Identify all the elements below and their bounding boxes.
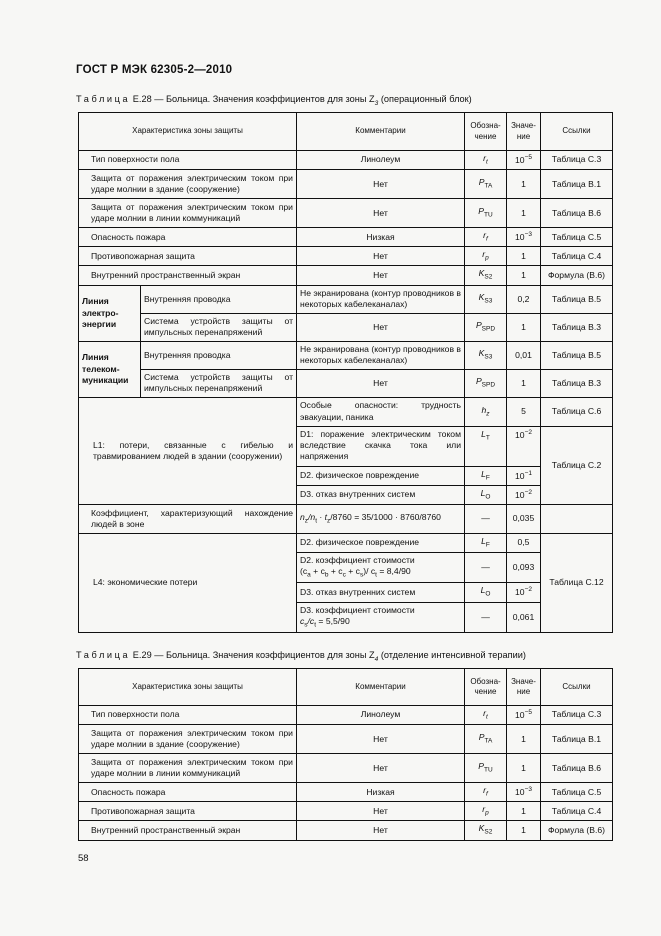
l1-characteristic: L1: потери, связанные с гибелью и травмированием людей в здании (сооружении) [79, 397, 297, 504]
col-header-comments: Комментарии [297, 113, 465, 151]
table1-caption-word: Таблица [76, 94, 131, 104]
row-characteristic: Противопожарная защита [79, 247, 297, 266]
row-characteristic: Коэффициент, характеризующий нахождение людей в зоне [79, 504, 297, 533]
row-characteristic: Защита от поражения электрическим током при ударе молнии в здание (сооружение) [79, 170, 297, 199]
row-comment: Не экранирована (контур проводников в некоторых кабелеканалах) [297, 285, 465, 313]
row-reference: Таблица С.4 [541, 802, 613, 821]
row-reference [541, 504, 613, 533]
table1-caption-sub: 3 [374, 99, 379, 107]
row-reference: Таблица С.5 [541, 783, 613, 802]
row-value: 0,035 [507, 504, 541, 533]
row-symbol: $h_z$ [465, 397, 507, 426]
col-header-characteristic: Характеристика зоны защиты [79, 113, 297, 151]
row-reference: Таблица В.6 [541, 199, 613, 228]
row-comment: D2. физическое повреждение [297, 466, 465, 485]
row-reference: Формула (В.6) [541, 266, 613, 285]
row-symbol: $K_{S2}$ [465, 821, 507, 840]
row-symbol: $L_O$ [465, 485, 507, 504]
row-symbol: $P_{TU}$ [465, 754, 507, 783]
table-row [79, 266, 613, 285]
table-header-row [79, 669, 613, 706]
row-symbol: $K_{S3}$ [465, 285, 507, 313]
row-comment: Нет [297, 369, 465, 397]
row-value: 1 [507, 170, 541, 199]
row-comment: Низкая [297, 228, 465, 247]
table2-caption-sub: 4 [374, 655, 379, 663]
row-comment: D3. отказ внутренних систем [297, 485, 465, 504]
col-header-value: Значе-ние [507, 113, 541, 151]
table2-caption-tail: (отделение интенсивной терапии) [380, 650, 526, 660]
row-comment: Нет [297, 754, 465, 783]
table-header-row [79, 113, 613, 151]
row-characteristic: Защита от поражения электрическим током при ударе молнии в линии коммуникаций [79, 199, 297, 228]
row-comment: D3. коэффициент стоимости $c_s/c_t = 5,5/90$ [297, 602, 465, 632]
row-comment: Нет [297, 802, 465, 821]
col-header-comments: Комментарии [297, 669, 465, 706]
row-reference: Таблица В.5 [541, 285, 613, 313]
row-symbol: $r_f$ [465, 783, 507, 802]
row-value: 1 [507, 725, 541, 754]
row-symbol: — [465, 504, 507, 533]
row-symbol: $r_p$ [465, 802, 507, 821]
row-reference: Таблица С.5 [541, 228, 613, 247]
row-value: $10^{-3}$ [507, 783, 541, 802]
row-value: 1 [507, 313, 541, 341]
row-value: $10^{-2}$ [507, 426, 541, 466]
row-comment: Нет [297, 313, 465, 341]
row-symbol: $r_p$ [465, 247, 507, 266]
table-row [79, 397, 613, 426]
table-row [79, 706, 613, 725]
row-comment: Нет [297, 725, 465, 754]
row-comment: Нет [297, 199, 465, 228]
row-comment: Линолеум [297, 706, 465, 725]
table-row [79, 151, 613, 170]
row-characteristic: Тип поверхности пола [79, 706, 297, 725]
row-symbol: — [465, 602, 507, 632]
row-reference: Таблица С.4 [541, 247, 613, 266]
row-value: 0,093 [507, 553, 541, 583]
col-header-references: Ссылки [541, 669, 613, 706]
row-reference: Таблица В.5 [541, 341, 613, 369]
table-row [79, 369, 613, 397]
row-value: 0,061 [507, 602, 541, 632]
row-symbol: $L_T$ [465, 426, 507, 466]
table2-caption-text: Е.29 — Больница. Значения коэффициентов для зоны Z [132, 650, 375, 660]
row-reference: Таблица С.3 [541, 706, 613, 725]
table-row [79, 228, 613, 247]
row-comment: Низкая [297, 783, 465, 802]
row-value: 1 [507, 247, 541, 266]
row-reference: Таблица В.6 [541, 754, 613, 783]
table-e28 [78, 112, 613, 633]
row-value: 1 [507, 802, 541, 821]
row-comment: D2. коэффициент стоимости $(c_a + c_b + c_c + c_s)/$ $c_t = 8,4/90$ [297, 553, 465, 583]
row-characteristic: Система устройств защиты от импульсных перенапряжений [141, 313, 297, 341]
row-comment: Особые опасности: трудность эвакуации, паника [297, 397, 465, 426]
l4-characteristic: L4: экономические потери [79, 533, 297, 632]
table-row [79, 341, 613, 369]
row-comment: D2. физическое повреждение [297, 533, 465, 552]
document-header: ГОСТ Р МЭК 62305-2—2010 [76, 64, 233, 76]
table-row [79, 725, 613, 754]
col-header-value: Значе-ние [507, 669, 541, 706]
row-value: 5 [507, 397, 541, 426]
row-reference: Таблица В.1 [541, 170, 613, 199]
table-row [79, 170, 613, 199]
row-value: 0,2 [507, 285, 541, 313]
row-symbol: — [465, 553, 507, 583]
row-comment: Нет [297, 821, 465, 840]
row-reference: Таблица В.3 [541, 369, 613, 397]
table-row [79, 247, 613, 266]
row-value: $10^{-2}$ [507, 583, 541, 602]
group-label-telecom-line: Линия телеком-муникации [79, 341, 141, 397]
row-symbol: $K_{S2}$ [465, 266, 507, 285]
row-value: 1 [507, 754, 541, 783]
table-row [79, 285, 613, 313]
table1-caption-text: Е.28 — Больница. Значения коэффициентов для зоны Z [132, 94, 375, 104]
row-characteristic: Опасность пожара [79, 228, 297, 247]
table-e29 [78, 668, 613, 841]
row-value: 1 [507, 821, 541, 840]
row-characteristic: Внутренняя проводка [141, 341, 297, 369]
row-value: $10^{-2}$ [507, 485, 541, 504]
table-row [79, 313, 613, 341]
row-characteristic: Защита от поражения электрическим током при ударе молнии в линии коммуникаций [79, 754, 297, 783]
row-characteristic: Противопожарная защита [79, 802, 297, 821]
page-number: 58 [78, 853, 89, 864]
row-value: $10^{-5}$ [507, 151, 541, 170]
row-reference: Таблица С.6 [541, 397, 613, 426]
row-characteristic: Тип поверхности пола [79, 151, 297, 170]
row-comment: Не экранирована (контур проводников в некоторых кабелеканалах) [297, 341, 465, 369]
l4-reference: Таблица С.12 [541, 533, 613, 632]
col-header-symbol: Обозна-чение [465, 113, 507, 151]
row-reference: Формула (В.6) [541, 821, 613, 840]
row-characteristic: Внутренний пространственный экран [79, 266, 297, 285]
row-symbol: $L_O$ [465, 583, 507, 602]
row-reference: Таблица В.3 [541, 313, 613, 341]
table-row [79, 533, 613, 552]
row-symbol: $P_{TU}$ [465, 199, 507, 228]
row-comment: Нет [297, 247, 465, 266]
row-reference: Таблица С.3 [541, 151, 613, 170]
row-symbol: $K_{S3}$ [465, 341, 507, 369]
table2-caption [76, 650, 526, 663]
row-characteristic: Внутренний пространственный экран [79, 821, 297, 840]
row-comment: Линолеум [297, 151, 465, 170]
l1-reference: Таблица С.2 [541, 426, 613, 504]
row-value: $10^{-1}$ [507, 466, 541, 485]
table1-caption-tail: (операционный блок) [380, 94, 472, 104]
row-comment: Нет [297, 266, 465, 285]
row-value: $10^{-3}$ [507, 228, 541, 247]
table-row [79, 802, 613, 821]
row-value: $10^{-5}$ [507, 706, 541, 725]
table-row [79, 783, 613, 802]
table-row [79, 754, 613, 783]
table-row [79, 821, 613, 840]
row-value: 0,01 [507, 341, 541, 369]
row-comment: D1: поражение электрическим током вследствие скачка тока или напряжения [297, 426, 465, 466]
row-characteristic: Внутренняя проводка [141, 285, 297, 313]
row-value: 1 [507, 266, 541, 285]
table-row [79, 504, 613, 533]
row-symbol: $P_{SPD}$ [465, 369, 507, 397]
row-symbol: $r_t$ [465, 706, 507, 725]
table-row [79, 199, 613, 228]
row-comment: Нет [297, 170, 465, 199]
row-symbol: $P_{TA}$ [465, 725, 507, 754]
col-header-references: Ссылки [541, 113, 613, 151]
col-header-symbol: Обозна-чение [465, 669, 507, 706]
row-symbol: $P_{TA}$ [465, 170, 507, 199]
row-characteristic: Опасность пожара [79, 783, 297, 802]
row-symbol: $r_t$ [465, 151, 507, 170]
table1-caption [76, 94, 472, 107]
row-value: 0,5 [507, 533, 541, 552]
table2-caption-word: Таблица [76, 650, 131, 660]
row-characteristic: Защита от поражения электрическим током при ударе молнии в здание (сооружение) [79, 725, 297, 754]
row-symbol: $P_{SPD}$ [465, 313, 507, 341]
group-label-power-line: Линия электро-энергии [79, 285, 141, 341]
row-symbol: $L_F$ [465, 466, 507, 485]
row-symbol: $L_F$ [465, 533, 507, 552]
col-header-characteristic: Характеристика зоны защиты [79, 669, 297, 706]
coef-formula: $n_z/n_t \cdot t_z/8760 = 35/1000 \cdot 8760/8760$ [297, 504, 465, 533]
row-value: 1 [507, 369, 541, 397]
row-reference: Таблица В.1 [541, 725, 613, 754]
row-symbol: $r_f$ [465, 228, 507, 247]
row-value: 1 [507, 199, 541, 228]
row-comment: D3. отказ внутренних систем [297, 583, 465, 602]
row-characteristic: Система устройств защиты от импульсных перенапряжений [141, 369, 297, 397]
